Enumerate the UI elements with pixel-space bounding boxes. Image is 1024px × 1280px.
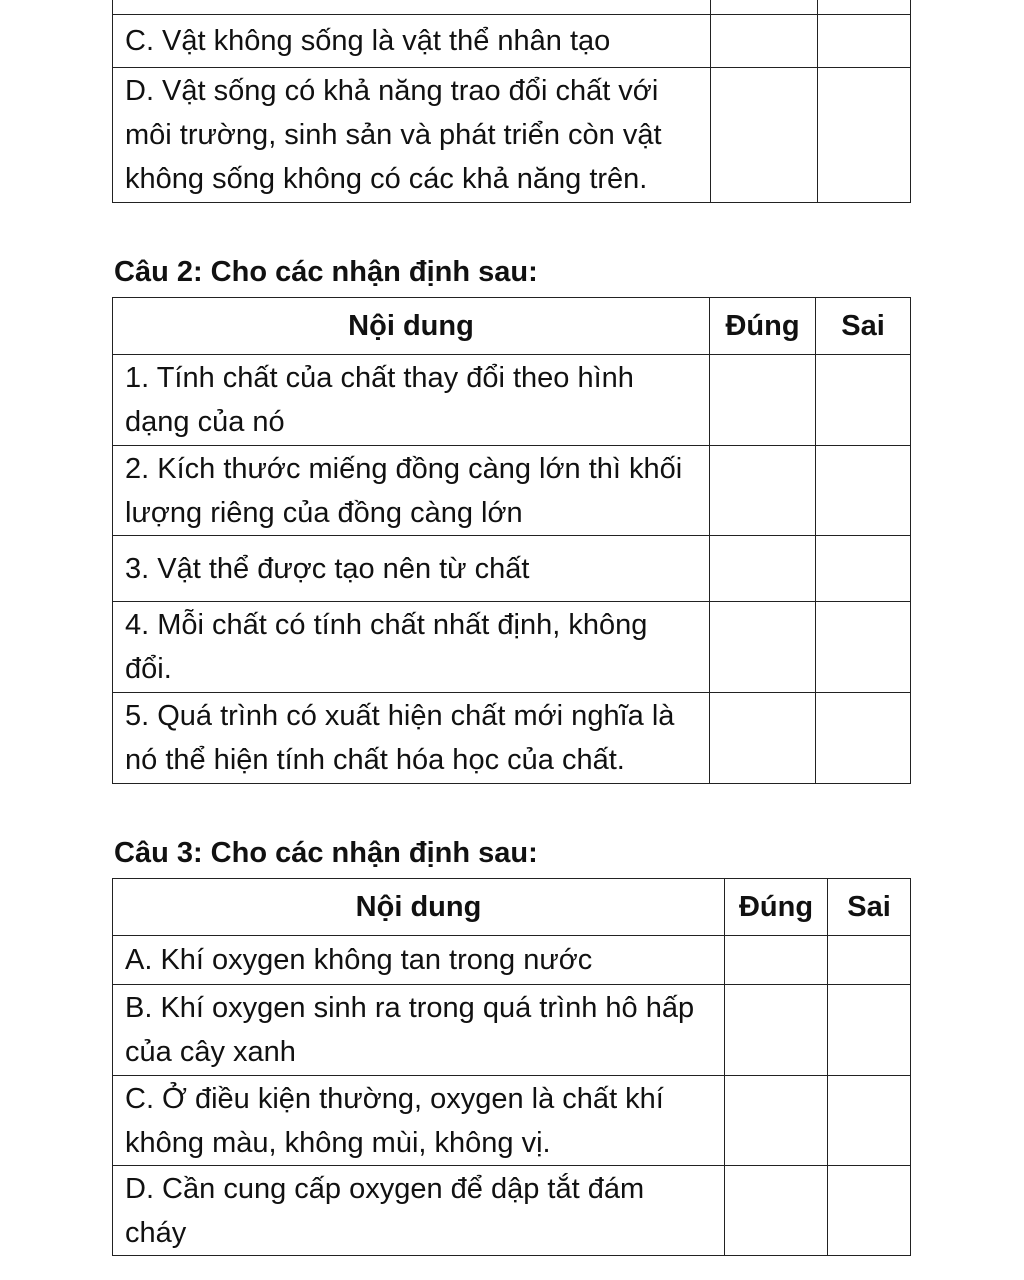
false-answer-cell[interactable]: [828, 1076, 911, 1166]
false-answer-cell[interactable]: [816, 693, 911, 784]
table-row: [113, 15, 911, 68]
true-answer-cell[interactable]: [725, 985, 828, 1076]
true-answer-cell[interactable]: [711, 0, 818, 15]
statement-cell: [113, 0, 711, 15]
question-3-heading: Câu 3: Cho các nhận định sau:: [114, 837, 538, 869]
statement-cell: 4. Mỗi chất có tính chất nhất định, không đổi.: [113, 602, 710, 693]
false-answer-cell[interactable]: [816, 536, 911, 602]
false-answer-cell[interactable]: [816, 602, 911, 693]
false-answer-cell[interactable]: [818, 68, 911, 203]
true-answer-cell[interactable]: [725, 936, 828, 985]
false-answer-cell[interactable]: [816, 446, 911, 536]
true-column-header: Đúng: [710, 298, 816, 355]
false-answer-cell[interactable]: [828, 985, 911, 1076]
table-row: [113, 602, 911, 693]
false-answer-cell[interactable]: [828, 936, 911, 985]
true-answer-cell[interactable]: [711, 15, 818, 68]
true-answer-cell[interactable]: [710, 602, 816, 693]
statement-cell: 3. Vật thể được tạo nên từ chất: [113, 536, 710, 602]
table-header-row: [113, 879, 911, 936]
true-answer-cell[interactable]: [725, 1166, 828, 1256]
previous-question-table: [112, 0, 911, 203]
statement-cell: C. Ở điều kiện thường, oxygen là chất khí không màu, không mùi, không vị.: [113, 1076, 725, 1166]
table-row: [113, 1166, 911, 1256]
statement-cell: 5. Quá trình có xuất hiện chất mới nghĩa là nó thể hiện tính chất hóa học của chất.: [113, 693, 710, 784]
true-column-header: Đúng: [725, 879, 828, 936]
table-header-row: [113, 298, 911, 355]
false-column-header: Sai: [828, 879, 911, 936]
content-column-header: Nội dung: [113, 298, 710, 355]
false-answer-cell[interactable]: [816, 355, 911, 446]
true-answer-cell[interactable]: [725, 1076, 828, 1166]
false-answer-cell[interactable]: [818, 15, 911, 68]
false-answer-cell[interactable]: [828, 1166, 911, 1256]
false-column-header: Sai: [816, 298, 911, 355]
table-row: [113, 355, 911, 446]
table-row: [113, 936, 911, 985]
false-answer-cell[interactable]: [818, 0, 911, 15]
true-answer-cell[interactable]: [710, 446, 816, 536]
table-row: [113, 0, 911, 15]
true-answer-cell[interactable]: [710, 355, 816, 446]
statement-cell: 1. Tính chất của chất thay đổi theo hình dạng của nó: [113, 355, 710, 446]
true-answer-cell[interactable]: [711, 68, 818, 203]
question-3-table: [112, 878, 911, 1256]
statement-cell: D. Cần cung cấp oxygen để dập tắt đám cháy: [113, 1166, 725, 1256]
statement-cell: A. Khí oxygen không tan trong nước: [113, 936, 725, 985]
statement-cell: 2. Kích thước miếng đồng càng lớn thì khối lượng riêng của đồng càng lớn: [113, 446, 710, 536]
table-row: [113, 68, 911, 203]
question-2-heading: Câu 2: Cho các nhận định sau:: [114, 256, 538, 288]
table-row: [113, 446, 911, 536]
true-answer-cell[interactable]: [710, 693, 816, 784]
question-2-table: [112, 297, 911, 784]
table-row: [113, 985, 911, 1076]
statement-cell: D. Vật sống có khả năng trao đổi chất với môi trường, sinh sản và phát triển còn vật không sống không có các khả năng trên.: [113, 68, 711, 203]
true-answer-cell[interactable]: [710, 536, 816, 602]
content-column-header: Nội dung: [113, 879, 725, 936]
table-row: [113, 536, 911, 602]
statement-cell: B. Khí oxygen sinh ra trong quá trình hô hấp của cây xanh: [113, 985, 725, 1076]
table-row: [113, 693, 911, 784]
table-row: [113, 1076, 911, 1166]
statement-cell: C. Vật không sống là vật thể nhân tạo: [113, 15, 711, 68]
